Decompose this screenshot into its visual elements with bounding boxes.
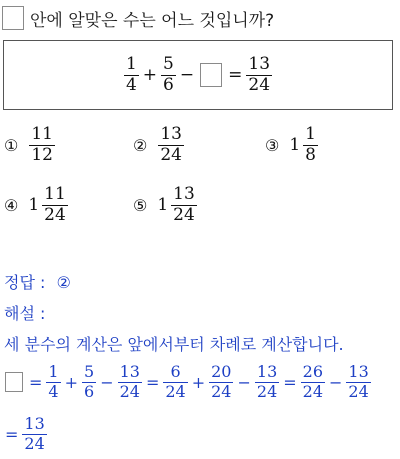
numerator: 13 — [119, 362, 140, 381]
choice-marker: ② — [133, 135, 148, 155]
question-expression — [123, 53, 273, 95]
expression-frame — [3, 40, 393, 110]
denominator: 24 — [173, 204, 195, 225]
denominator: 24 — [24, 433, 45, 453]
numerator: 1 — [125, 53, 137, 74]
denominator: 24 — [165, 381, 186, 401]
fraction — [255, 364, 279, 401]
fraction — [161, 53, 176, 95]
denominator: 24 — [348, 381, 369, 401]
operator: − — [237, 372, 251, 392]
choice-fraction — [158, 126, 184, 165]
fraction — [22, 416, 46, 453]
numerator: 20 — [211, 362, 232, 381]
numerator: 13 — [248, 53, 271, 74]
blank-box — [5, 372, 23, 392]
choice-marker: ⑤ — [133, 195, 148, 215]
denominator: 24 — [160, 144, 182, 165]
operator: = — [228, 65, 243, 85]
denominator: 24 — [119, 381, 140, 401]
fraction — [163, 364, 187, 401]
blank-box — [200, 63, 222, 87]
choice-marker: ③ — [265, 135, 280, 155]
operator: = — [5, 424, 19, 444]
denominator: 4 — [48, 381, 59, 401]
explanation-equation-1 — [2, 364, 372, 401]
numerator: 1 — [48, 362, 59, 381]
denominator: 24 — [248, 74, 271, 95]
explanation-text: 세 분수의 계산은 앞에서부터 차례로 계산합니다. — [4, 335, 344, 354]
operator: − — [100, 372, 114, 392]
answer-line — [4, 270, 71, 293]
answer-label: 정답 : — [4, 273, 46, 292]
whole-number: 1 — [157, 195, 169, 216]
fraction — [46, 364, 60, 401]
whole-number: 1 — [289, 135, 301, 156]
numerator: 5 — [84, 362, 95, 381]
numerator: 13 — [348, 362, 369, 381]
question-header — [0, 4, 274, 32]
choice-fraction — [171, 186, 197, 225]
choice-4[interactable] — [4, 186, 69, 225]
choice-fraction — [42, 186, 68, 225]
numerator: 6 — [170, 362, 181, 381]
choice-fraction — [303, 126, 318, 165]
denominator: 24 — [256, 381, 278, 401]
operator: + — [64, 372, 78, 392]
denominator: 4 — [125, 74, 137, 95]
denominator: 6 — [163, 74, 174, 95]
choice-marker: ① — [4, 135, 19, 155]
answer-value: ② — [56, 273, 71, 292]
fraction — [82, 364, 96, 401]
numerator: 5 — [163, 53, 174, 74]
numerator: 13 — [24, 414, 45, 433]
denominator: 24 — [211, 381, 232, 401]
question-text: 안에 알맞은 수는 어느 것입니까? — [30, 10, 275, 31]
choice-marker: ④ — [4, 195, 19, 215]
explanation-label: 해설 : — [4, 304, 46, 323]
choice-1[interactable] — [4, 126, 56, 165]
fraction — [246, 53, 272, 95]
fraction — [209, 364, 233, 401]
operator: = — [145, 372, 160, 392]
choice-5[interactable] — [133, 186, 198, 225]
operator: = — [29, 372, 43, 392]
operator: + — [142, 65, 158, 85]
denominator: 12 — [31, 144, 53, 165]
choice-3[interactable] — [265, 126, 319, 165]
numerator: 11 — [31, 124, 53, 144]
fraction — [346, 364, 370, 401]
numerator: 26 — [302, 362, 324, 381]
numerator: 13 — [173, 184, 195, 204]
numerator: 13 — [160, 124, 182, 144]
operator: − — [179, 65, 195, 85]
answer-blank-box — [2, 6, 24, 30]
operator: − — [329, 372, 343, 392]
numerator: 1 — [305, 124, 316, 144]
operator: = — [283, 372, 297, 392]
choice-fraction — [29, 126, 55, 165]
denominator: 8 — [305, 144, 316, 165]
numerator: 13 — [256, 362, 278, 381]
choice-2[interactable] — [133, 126, 185, 165]
whole-number: 1 — [28, 195, 40, 216]
numerator: 11 — [44, 184, 66, 204]
operator: + — [191, 372, 206, 392]
denominator: 6 — [84, 381, 95, 401]
explanation-equation-2 — [2, 416, 48, 453]
fraction — [124, 53, 139, 95]
fraction — [118, 364, 142, 401]
denominator: 24 — [302, 381, 324, 401]
denominator: 24 — [44, 204, 66, 225]
fraction — [301, 364, 325, 401]
